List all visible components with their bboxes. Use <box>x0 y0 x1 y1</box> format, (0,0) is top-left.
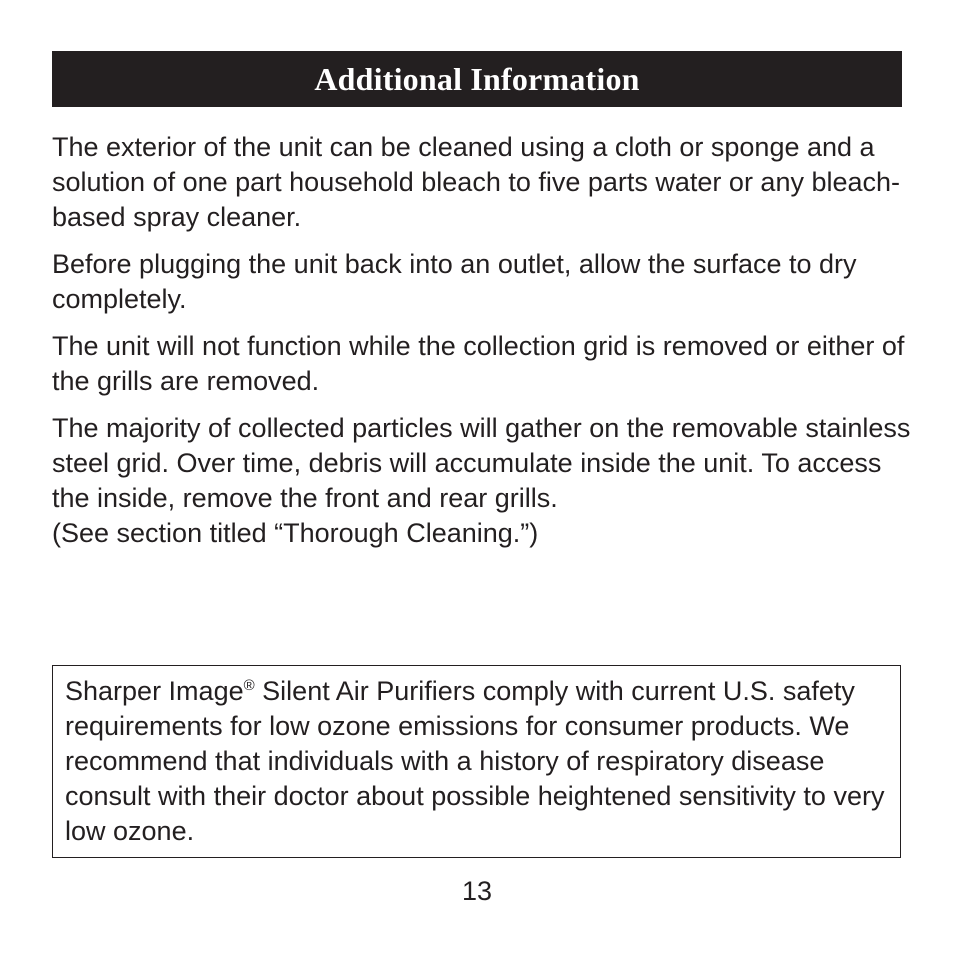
paragraph-text: The exterior of the unit can be cleaned using a cloth or sponge and a solution of one part household bleach to five parts water or any bleach-based spray cleaner. <box>52 132 901 232</box>
instructions-body <box>52 130 912 563</box>
paragraph-debris <box>52 411 912 551</box>
page-number: 13 <box>461 876 493 906</box>
brand-name: Sharper Image <box>65 676 244 706</box>
paragraph-text: Before plugging the unit back into an outlet, allow the surface to dry completely. <box>52 249 857 314</box>
cross-reference-note: (See section titled “Thorough Cleaning.”) <box>52 518 539 548</box>
ozone-notice-box <box>52 665 901 858</box>
registered-trademark-mark: ® <box>243 677 255 694</box>
section-title: Additional Information <box>314 60 640 97</box>
paragraph-function-warning <box>52 329 912 399</box>
paragraph-text: The unit will not function while the collection grid is removed or either of the grills are removed. <box>52 331 905 396</box>
notice-body: Silent Air Purifiers comply with current U.S. safety requirements for low ozone emissions for consumer products. We recommend that individuals with a history of respiratory disease consult with their doctor about possible heightened sensitivity to very low ozone. <box>65 676 885 846</box>
paragraph-cleaning-exterior <box>52 130 912 235</box>
paragraph-drying <box>52 247 912 317</box>
ozone-notice-text <box>65 674 895 849</box>
section-header-bar <box>52 51 902 107</box>
paragraph-text: The majority of collected particles will gather on the removable stainless steel grid. Over time, debris will accumulate inside the unit. To access the inside, remove the front and rear grills. <box>52 413 911 513</box>
